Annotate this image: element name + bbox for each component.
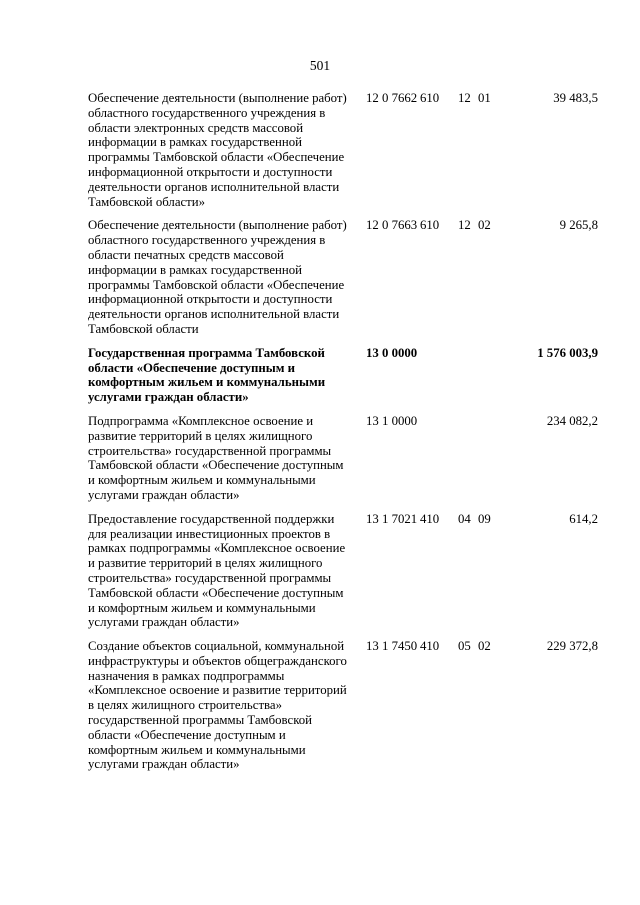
row-program-code: 12 0 7662 <box>366 91 418 105</box>
row-expense-type <box>420 411 450 509</box>
row-amount: 234 082,2 <box>546 413 598 428</box>
row-section: 05 02 <box>458 639 491 654</box>
row-section <box>450 343 510 411</box>
table-row-program-total <box>88 343 608 411</box>
row-amount: 614,2 <box>569 511 598 526</box>
row-amount: 229 372,8 <box>546 639 598 654</box>
row-program-code: 13 0 0000 <box>366 345 418 360</box>
row-name: Подпрограмма «Комплексное освоение и развитие территорий в целях жилищного строительства» государственной программы Тамбовской области «Обеспечение доступным и комфортным жильем и коммунальными услугами граждан области» <box>88 413 344 502</box>
table-row <box>88 88 608 215</box>
row-amount: 1 576 003,9 <box>537 345 598 360</box>
row-expense-type: 410 <box>420 639 440 654</box>
row-name: Обеспечение деятельности (выполнение работ) областного государственного учреждения в области электронных средств массовой информации в рамках государственной программы Тамбовской области «Обеспечение информационной открытости и доступности деятельности органов исполнительной власти Тамбовской области» <box>88 91 347 209</box>
row-amount: 9 265,8 <box>559 218 598 233</box>
row-amount: 39 483,5 <box>553 91 598 105</box>
row-program-code: 13 1 0000 <box>366 413 418 428</box>
row-section <box>450 411 510 509</box>
row-name: Создание объектов социальной, коммунальной инфраструктуры и объектов общегражданского назначения в рамках подпрограммы «Комплексное освоение и развитие территорий в целях жилищного строительства» государственной программы Тамбовской области «Обеспечение доступным и комфортным жильем и коммунальными услугами граждан области» <box>88 639 347 772</box>
row-section: 12 01 <box>458 91 491 105</box>
table-row <box>88 411 608 509</box>
row-program-code: 12 0 7663 <box>366 218 418 233</box>
table-row <box>88 509 608 636</box>
table-row <box>88 636 608 778</box>
row-name: Обеспечение деятельности (выполнение работ) областного государственного учреждения в области печатных средств массовой информации в рамках государственной программы Тамбовской области «Обеспечение информационной открытости и доступности деятельности органов исполнительной власти Тамбовской области <box>88 218 347 336</box>
row-section: 04 09 <box>458 511 491 526</box>
row-expense-type: 410 <box>420 511 440 526</box>
table-row <box>88 215 608 342</box>
row-expense-type: 610 <box>420 91 440 105</box>
row-program-code: 13 1 7021 <box>366 511 418 526</box>
row-expense-type <box>420 343 450 411</box>
budget-table <box>88 88 608 778</box>
row-program-code: 13 1 7450 <box>366 639 418 654</box>
row-section: 12 02 <box>458 218 491 233</box>
row-name: Предоставление государственной поддержки для реализации инвестиционных проектов в рамках подпрограммы «Комплексное освоение и развитие территорий в целях жилищного строительства» государственной программы Тамбовской области «Обеспечение доступным и комфортным жильем и коммунальными услугами граждан области» <box>88 511 346 630</box>
page-number: 501 <box>309 58 331 73</box>
row-expense-type: 610 <box>420 218 440 233</box>
row-name: Государственная программа Тамбовской области «Обеспечение доступным и комфортным жильем и коммунальными услугами граждан области» <box>88 345 326 405</box>
